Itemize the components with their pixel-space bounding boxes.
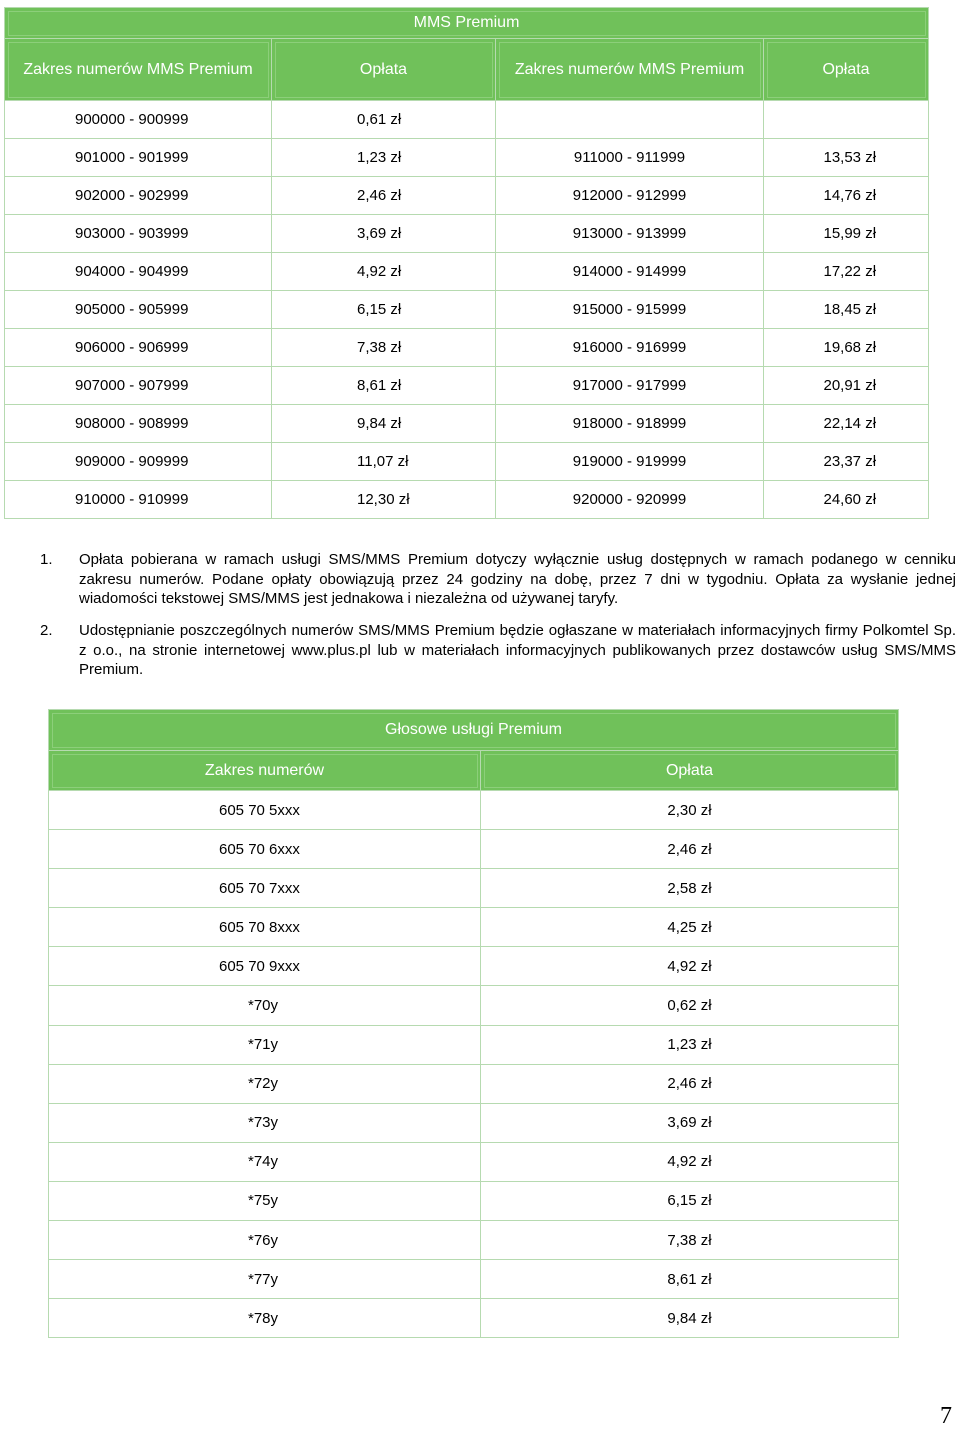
mms-range-cell: 901000 - 901999 [5, 139, 272, 177]
voice-premium-table [48, 709, 899, 1338]
voice-range-cell: *71y [49, 1025, 481, 1064]
mms-range-cell: 900000 - 900999 [5, 101, 272, 139]
mms-range-cell: 918000 - 918999 [496, 405, 764, 443]
table-row [5, 481, 929, 519]
table-row [5, 291, 929, 329]
mms-fee-cell: 14,76 zł [764, 177, 929, 215]
mms-range-cell: 908000 - 908999 [5, 405, 272, 443]
table-row [5, 139, 929, 177]
mms-fee-cell: 18,45 zł [764, 291, 929, 329]
mms-fee-cell: 9,84 zł [272, 405, 496, 443]
voice-fee-cell: 3,69 zł [481, 1103, 899, 1142]
table-row [49, 947, 899, 986]
table-row [49, 1025, 899, 1064]
mms-range-cell: 912000 - 912999 [496, 177, 764, 215]
voice-fee-cell: 4,92 zł [481, 947, 899, 986]
table-row [49, 1260, 899, 1299]
table-row [49, 830, 899, 869]
mms-range-cell: 916000 - 916999 [496, 329, 764, 367]
mms-col-header-range-2: Zakres numerów MMS Premium [496, 39, 764, 101]
mms-fee-cell: 6,15 zł [272, 291, 496, 329]
mms-range-cell: 915000 - 915999 [496, 291, 764, 329]
voice-range-cell: *75y [49, 1181, 481, 1220]
voice-table-header-row [49, 751, 899, 791]
table-row [49, 1299, 899, 1338]
page-number: 7 [940, 1403, 952, 1429]
mms-range-cell: 911000 - 911999 [496, 139, 764, 177]
mms-range-cell: 903000 - 903999 [5, 215, 272, 253]
mms-fee-cell [764, 101, 929, 139]
voice-range-cell: *77y [49, 1260, 481, 1299]
mms-col-header-range-1: Zakres numerów MMS Premium [5, 39, 272, 101]
mms-col-header-fee-1: Opłata [272, 39, 496, 101]
mms-fee-cell: 2,46 zł [272, 177, 496, 215]
voice-range-cell: *76y [49, 1221, 481, 1260]
voice-table-title: Głosowe usługi Premium [49, 710, 899, 751]
voice-fee-cell: 4,92 zł [481, 1142, 899, 1181]
table-row [49, 1064, 899, 1103]
table-row [5, 443, 929, 481]
mms-table-header-row [5, 39, 929, 101]
mms-premium-table [4, 7, 929, 519]
table-row [49, 791, 899, 830]
table-row [49, 908, 899, 947]
mms-range-cell: 910000 - 910999 [5, 481, 272, 519]
voice-range-cell: *73y [49, 1103, 481, 1142]
voice-range-cell: 605 70 6xxx [49, 830, 481, 869]
mms-range-cell: 902000 - 902999 [5, 177, 272, 215]
voice-fee-cell: 1,23 zł [481, 1025, 899, 1064]
footnote-number: 2. [40, 622, 53, 639]
footnote-1 [40, 550, 956, 609]
voice-range-cell: *72y [49, 1064, 481, 1103]
table-row [49, 986, 899, 1025]
voice-col-header-range: Zakres numerów [49, 751, 481, 791]
voice-fee-cell: 6,15 zł [481, 1181, 899, 1220]
footnote-text: Opłata pobierana w ramach usługi SMS/MMS Premium dotyczy wyłącznie usług dostępnych w ramach podanego w cenniku zakresu numerów. Podane opłaty obowiązują przez 24 godziny na dobę, przez 7 dni w tygodniu. Opłata za wysłanie jednej wiadomości tekstowej SMS/MMS jest jednakowa i niezależna od używanej taryfy. [79, 551, 956, 607]
table-row [49, 1142, 899, 1181]
voice-range-cell: *78y [49, 1299, 481, 1338]
mms-fee-cell: 7,38 zł [272, 329, 496, 367]
mms-table-title-row [5, 8, 929, 39]
mms-fee-cell: 3,69 zł [272, 215, 496, 253]
table-row [5, 405, 929, 443]
table-row [5, 101, 929, 139]
voice-fee-cell: 7,38 zł [481, 1221, 899, 1260]
voice-table-title-row [49, 710, 899, 751]
mms-fee-cell: 17,22 zł [764, 253, 929, 291]
mms-range-cell: 920000 - 920999 [496, 481, 764, 519]
mms-fee-cell: 1,23 zł [272, 139, 496, 177]
voice-range-cell: 605 70 8xxx [49, 908, 481, 947]
voice-fee-cell: 2,46 zł [481, 1064, 899, 1103]
voice-fee-cell: 2,58 zł [481, 869, 899, 908]
table-row [5, 367, 929, 405]
voice-fee-cell: 2,46 zł [481, 830, 899, 869]
mms-range-cell: 919000 - 919999 [496, 443, 764, 481]
voice-fee-cell: 8,61 zł [481, 1260, 899, 1299]
mms-range-cell: 914000 - 914999 [496, 253, 764, 291]
voice-range-cell: 605 70 9xxx [49, 947, 481, 986]
mms-fee-cell: 24,60 zł [764, 481, 929, 519]
mms-fee-cell: 22,14 zł [764, 405, 929, 443]
mms-fee-cell: 11,07 zł [272, 443, 496, 481]
footnote-text: Udostępnianie poszczególnych numerów SMS/MMS Premium będzie ogłaszane w materiałach informacyjnych firmy Polkomtel Sp. z o.o., na stronie internetowej www.plus.pl lub w materiałach informacyjnych publikowanych przez dostawców usług SMS/MMS Premium. [79, 622, 956, 678]
mms-fee-cell: 19,68 zł [764, 329, 929, 367]
voice-range-cell: 605 70 5xxx [49, 791, 481, 830]
mms-range-cell: 913000 - 913999 [496, 215, 764, 253]
table-row [5, 215, 929, 253]
mms-fee-cell: 12,30 zł [272, 481, 496, 519]
mms-range-cell: 917000 - 917999 [496, 367, 764, 405]
voice-fee-cell: 0,62 zł [481, 986, 899, 1025]
table-row [49, 869, 899, 908]
footnote-number: 1. [40, 551, 53, 568]
voice-fee-cell: 9,84 zł [481, 1299, 899, 1338]
table-row [5, 329, 929, 367]
mms-range-cell: 909000 - 909999 [5, 443, 272, 481]
voice-fee-cell: 4,25 zł [481, 908, 899, 947]
mms-range-cell [496, 101, 764, 139]
table-row [49, 1103, 899, 1142]
footnote-2 [40, 621, 956, 680]
table-row [5, 177, 929, 215]
mms-fee-cell: 4,92 zł [272, 253, 496, 291]
mms-fee-cell: 15,99 zł [764, 215, 929, 253]
voice-col-header-fee: Opłata [481, 751, 899, 791]
table-row [5, 253, 929, 291]
mms-fee-cell: 20,91 zł [764, 367, 929, 405]
mms-fee-cell: 13,53 zł [764, 139, 929, 177]
table-row [49, 1181, 899, 1220]
table-row [49, 1221, 899, 1260]
mms-range-cell: 905000 - 905999 [5, 291, 272, 329]
mms-table-title: MMS Premium [5, 8, 929, 39]
voice-fee-cell: 2,30 zł [481, 791, 899, 830]
mms-range-cell: 906000 - 906999 [5, 329, 272, 367]
voice-range-cell: *74y [49, 1142, 481, 1181]
voice-range-cell: 605 70 7xxx [49, 869, 481, 908]
mms-col-header-fee-2: Opłata [764, 39, 929, 101]
mms-fee-cell: 0,61 zł [272, 101, 496, 139]
mms-fee-cell: 8,61 zł [272, 367, 496, 405]
mms-range-cell: 904000 - 904999 [5, 253, 272, 291]
voice-range-cell: *70y [49, 986, 481, 1025]
mms-fee-cell: 23,37 zł [764, 443, 929, 481]
mms-range-cell: 907000 - 907999 [5, 367, 272, 405]
